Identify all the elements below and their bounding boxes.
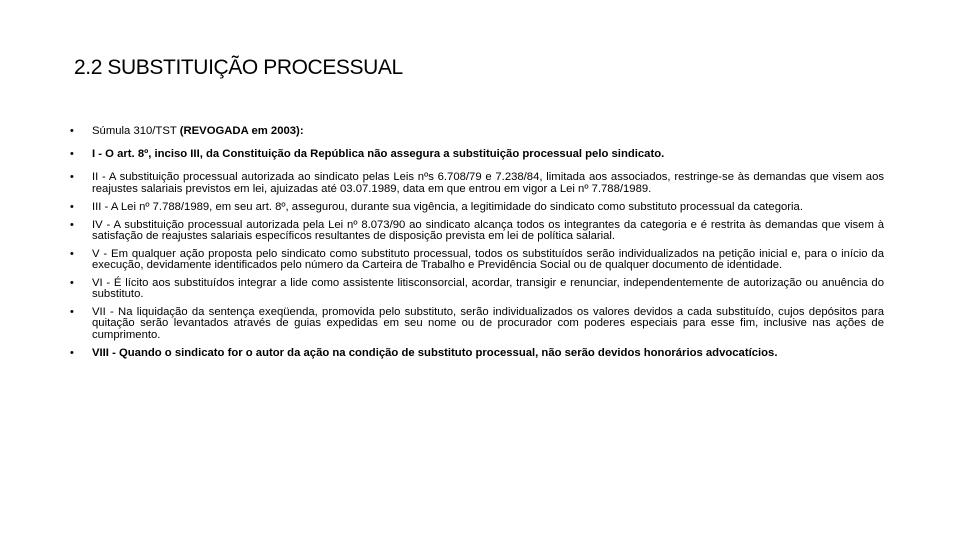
bullet-icon: • [70, 306, 74, 319]
bullet-icon: • [70, 346, 74, 359]
bullet-icon: • [70, 200, 74, 213]
list-item [70, 126, 884, 137]
bullet-list [70, 126, 884, 366]
slide-title: 2.2 SUBSTITUIÇÃO PROCESSUAL [74, 56, 403, 79]
list-item [70, 172, 884, 194]
bullet-icon: • [70, 218, 74, 231]
item-bold-text: I - O art. 8º, inciso III, da Constituição da República não assegura a substituição processual pelo sindicato. [92, 148, 665, 161]
item-text: II - A substituição processual autorizada ao sindicato pelas Leis nºs 6.708/79 e 7.238/84, limitada aos associados, restringe-se às demandas que visem aos reajustes salariais previstos em lei, ajuizadas até 03.07.1989, data em que entrou em vigor a Lei nº 7.788/1989. [92, 171, 884, 195]
item-text: VII - Na liquidação da sentença exeqüenda, promovida pelo substituto, serão individualizados os valores devidos a cada substituído, cujos depósitos para quitação serão levantados através de guias expedidas em seu nome ou de procurador com poderes especiais para esse fim, inclusive nas ações de cumprimento. [92, 306, 884, 341]
list-item [70, 348, 884, 359]
item-text: VI - É lícito aos substituídos integrar a lide como assistente litisconsorcial, acordar, transigir e renunciar, independentemente de autorização ou anuência do substituto. [92, 277, 884, 301]
list-item [70, 278, 884, 300]
bullet-icon: • [70, 171, 74, 184]
item-text: Súmula 310/TST [92, 125, 180, 137]
list-item [70, 249, 884, 271]
bullet-icon: • [70, 148, 74, 161]
list-item [70, 220, 884, 242]
item-bold-text: VIII - Quando o sindicato for o autor da ação na condição de substituto processual, não serão devidos honorários advocatícios. [92, 346, 778, 359]
item-text: III - A Lei nº 7.788/1989, em seu art. 8º, assegurou, durante sua vigência, a legitimidade do sindicato como substituto processual da categoria. [92, 200, 803, 213]
item-text: V - Em qualquer ação proposta pelo sindicato como substituto processual, todos os substituídos serão individualizados na petição inicial e, para o início da execução, devidamente identificados pelo número da Carteira de Trabalho e Previdência Social ou de qualquer documento de identidade. [92, 247, 884, 272]
item-bold-text: (REVOGADA em 2003): [179, 125, 304, 137]
list-item [70, 202, 884, 213]
bullet-icon: • [70, 247, 74, 260]
item-text: IV - A substituição processual autorizada pela Lei nº 8.073/90 ao sindicato alcança todos os integrantes da categoria e é restrita às demandas que visem à satisfação de reajustes salariais específicos resultantes de disposição prevista em lei de política salarial. [92, 218, 884, 242]
bullet-icon: • [70, 125, 74, 137]
list-item [70, 307, 884, 341]
list-item [70, 149, 884, 160]
bullet-icon: • [70, 277, 74, 290]
